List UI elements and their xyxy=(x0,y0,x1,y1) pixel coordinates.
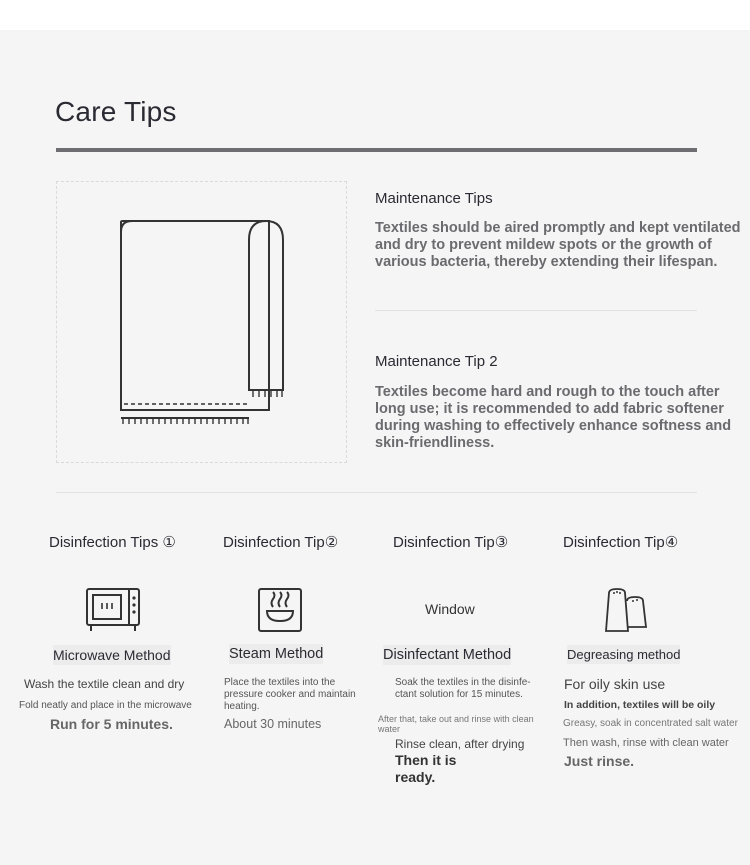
steam-step-1: Place the textiles into the pressure cooker and maintain heating. xyxy=(224,677,356,712)
section-divider xyxy=(56,492,697,493)
disinfectant-step-1: Soak the textiles in the disinfe-ctant solution for 15 minutes. xyxy=(395,677,531,700)
disinfectant-step-4: Then it is ready. xyxy=(395,752,457,785)
degreasing-step-2: In addition, textiles will be oily xyxy=(564,699,716,711)
disinfection-tip-4-heading: Disinfection Tip④ xyxy=(563,534,679,551)
maintenance-tip-body: Textiles should be aired promptly and kept ventilated and dry to prevent mildew spots or the growth of various bacteria, thereby extending their lifespan. xyxy=(375,220,741,270)
degreasing-method-label: Degreasing method xyxy=(567,647,681,662)
microwave-step-2: Fold neatly and place in the microwave xyxy=(19,700,192,711)
disinfectant-step-3: Rinse clean, after drying xyxy=(395,737,525,751)
towel-icon xyxy=(57,182,348,464)
degreasing-step-4: Then wash, rinse with clean water xyxy=(563,737,729,749)
disinfection-tip-1-heading: Disinfection Tips ① xyxy=(49,534,176,551)
maintenance-tip-heading: Maintenance Tips xyxy=(375,190,493,207)
disinfectant-method-label: Disinfectant Method xyxy=(383,647,512,663)
microwave-step-1: Wash the textile clean and dry xyxy=(24,677,185,691)
disinfection-tip-3-heading: Disinfection Tip③ xyxy=(393,534,509,551)
microwave-icon xyxy=(85,587,141,633)
steamer-icon xyxy=(257,587,303,633)
salt-shaker-icon xyxy=(603,587,649,633)
title-divider xyxy=(56,148,697,152)
degreasing-step-5: Just rinse. xyxy=(564,753,635,769)
page-title: Care Tips xyxy=(55,96,177,127)
microwave-step-3: Run for 5 minutes. xyxy=(50,716,173,732)
microwave-method-label: Microwave Method xyxy=(53,647,171,663)
maintenance-tip-2-heading: Maintenance Tip 2 xyxy=(375,353,498,370)
disinfectant-step-2: After that, take out and rinse with clean water xyxy=(378,714,534,734)
tip-divider xyxy=(375,310,697,311)
steam-step-2: About 30 minutes xyxy=(224,717,322,731)
maintenance-tip-2-body: Textiles become hard and rough to the touch after long use; it is recommended to add fabric softener during washing to effectively enhance softness and skin-friendliness. xyxy=(375,384,732,451)
window-icon-label: Window xyxy=(425,601,475,617)
degreasing-step-3: Greasy, soak in concentrated salt water xyxy=(563,718,738,729)
steam-method-label: Steam Method xyxy=(229,646,324,662)
illustration-frame xyxy=(56,181,347,463)
degreasing-step-1: For oily skin use xyxy=(564,676,666,692)
disinfection-tip-2-heading: Disinfection Tip② xyxy=(223,534,339,551)
